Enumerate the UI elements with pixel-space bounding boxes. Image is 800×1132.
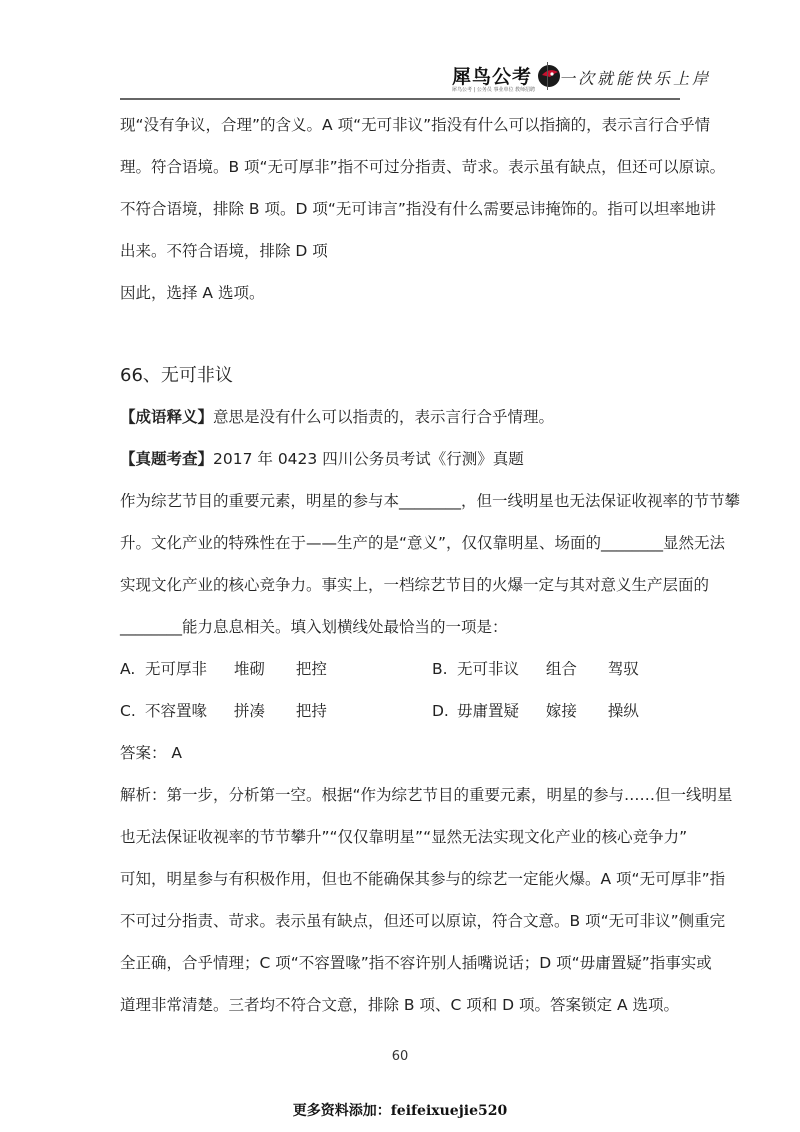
header-rule (120, 98, 680, 100)
body-line: 出来。不符合语境，排除 D 项 (120, 242, 328, 260)
option-a (120, 657, 327, 679)
exam-label: 【真题考查】 (120, 450, 214, 468)
option-word: 嫁接 (545, 702, 577, 720)
option-word: 不容置喙 (144, 702, 207, 720)
meaning-text: 意思是没有什么可以指责的，表示言行合乎情理。 (213, 408, 555, 426)
exam-text: 2017 年 0423 四川公务员考试《行测》真题 (213, 450, 524, 468)
page-header (0, 0, 800, 100)
option-b (432, 657, 639, 679)
option-letter: B. (432, 660, 448, 678)
option-c (120, 699, 327, 721)
header-divider (547, 62, 548, 90)
option-word: 毋庸置疑 (456, 702, 519, 720)
option-word: 堆砌 (233, 660, 265, 678)
entry-title: 66、无可非议 (120, 365, 233, 386)
exam-source (120, 447, 524, 469)
question-line: 作为综艺节目的重要元素，明星的参与本________，但一线明星也无法保证收视率的节节攀 (120, 492, 741, 510)
option-letter: A. (120, 660, 136, 678)
option-word: 把持 (295, 702, 327, 720)
meaning-label: 【成语释义】 (120, 408, 214, 426)
body-line: 理。符合语境。B 项“无可厚非”指不可过分指责、苛求。表示虽有缺点，但还可以原谅。 (120, 158, 726, 176)
body-line: 因此，选择 A 选项。 (120, 284, 265, 302)
option-letter: C. (120, 702, 136, 720)
footer-contact: 更多资料添加：feifeixuejie520 (292, 1103, 508, 1119)
body-line: 现“没有争议，合理”的含义。A 项“无可非议”指没有什么可以指摘的，表示言行合乎情 (120, 116, 711, 134)
logo-subtitle: 犀鸟公考 | 公务员 事业单位 教师招聘 (452, 87, 536, 93)
analysis-line: 可知，明星参与有积极作用，但也不能确保其参与的综艺一定能火爆。A 项“无可厚非”指 (120, 870, 726, 888)
option-word: 驾驭 (607, 660, 639, 678)
option-word: 无可非议 (456, 660, 519, 678)
question-line: 实现文化产业的核心竞争力。事实上，一档综艺节目的火爆一定与其对意义生产层面的 (120, 576, 710, 594)
option-word: 操纵 (607, 702, 639, 720)
option-word: 无可厚非 (144, 660, 207, 678)
option-word: 拼凑 (233, 702, 265, 720)
logo-text: 犀鸟公考 (452, 66, 533, 88)
idiom-meaning (120, 405, 554, 427)
body-line: 不符合语境，排除 B 项。D 项“无可讳言”指没有什么需要忌讳掩饰的。指可以坦率地讲 (120, 200, 716, 218)
analysis-line: 解析：第一步，分析第一空。根据“作为综艺节目的重要元素，明星的参与……但一线明星 (120, 786, 733, 804)
analysis-line: 全正确，合乎情理；C 项“不容置喙”指不容许别人插嘴说话；D 项“毋庸置疑”指事实或 (120, 954, 712, 972)
option-word: 组合 (545, 660, 577, 678)
page-number: 60 (391, 1049, 409, 1064)
analysis-line: 不可过分指责、苛求。表示虽有缺点，但还可以原谅，符合文意。B 项“无可非议”侧重完 (120, 912, 726, 930)
question-line: 升。文化产业的特殊性在于——生产的是“意义”，仅仅靠明星、场面的________显然无法 (120, 534, 726, 552)
option-word: 把控 (295, 660, 327, 678)
option-letter: D. (432, 702, 449, 720)
question-line: ________能力息息相关。填入划横线处最恰当的一项是： (120, 618, 508, 636)
analysis-line: 道理非常清楚。三者均不符合文意，排除 B 项、C 项和 D 项。答案锁定 A 选项。 (120, 996, 679, 1014)
option-d (432, 699, 639, 721)
brand-logo (452, 62, 562, 89)
analysis-line: 也无法保证收视率的节节攀升”“仅仅靠明星”“显然无法实现文化产业的核心竞争力” (120, 828, 688, 846)
answer-line: 答案： A (120, 744, 183, 762)
header-slogan: 一次就能快乐上岸 (559, 69, 712, 88)
